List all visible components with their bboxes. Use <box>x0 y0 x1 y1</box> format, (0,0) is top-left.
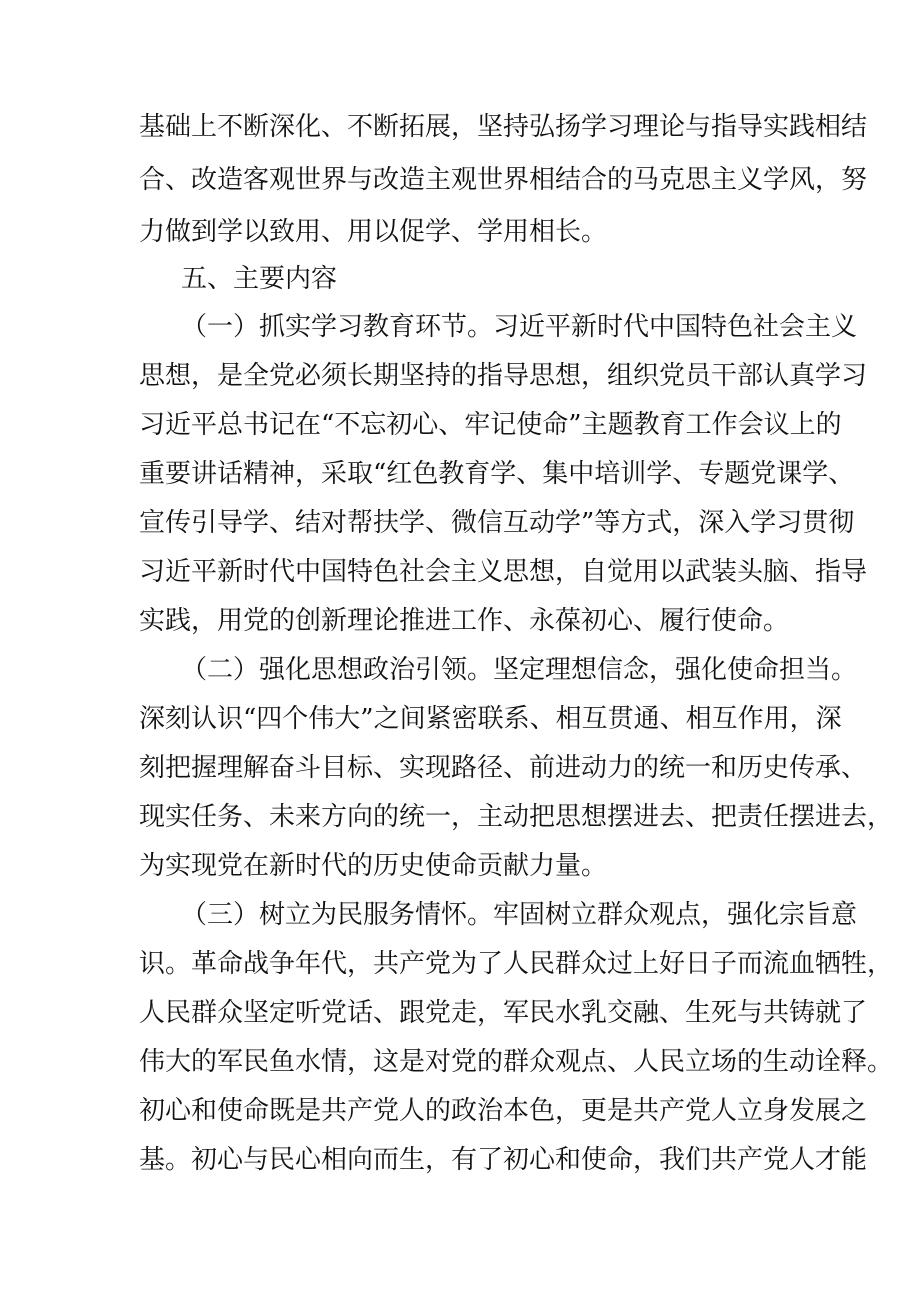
paragraph-line: 重要讲话精神，采取“红色教育学、集中培训学、专题党课学、 <box>139 459 855 489</box>
paragraph-line: 宣传引导学、结对帮扶学、微信互动学”等方式，深入学习贯彻 <box>139 508 855 538</box>
paragraph-line: 实践，用党的创新理论推进工作、永葆初心、履行使命。 <box>139 606 790 636</box>
paragraph-line: 初心和使命既是共产党人的政治本色，更是共产党人立身发展之 <box>139 1096 868 1126</box>
paragraph-line: 人民群众坚定听党话、跟党走，军民水乳交融、生死与共铸就了 <box>139 998 868 1028</box>
paragraph-line: 思想，是全党必须长期坚持的指导思想，组织党员干部认真学习 <box>139 361 868 391</box>
paragraph-line: 习近平总书记在“不忘初心、牢记使命”主题教育工作会议上的 <box>139 410 842 440</box>
section-heading: 五、主要内容 <box>181 264 338 294</box>
paragraph-line: （二）强化思想政治引领。坚定理想信念，强化使命担当。 <box>181 655 858 685</box>
paragraph-line: 现实任务、未来方向的统一，主动把思想摆进去、把责任摆进去， <box>139 802 894 832</box>
paragraph-line: 合、改造客观世界与改造主观世界相结合的马克思主义学风，努 <box>139 165 868 195</box>
paragraph-line: 力做到学以致用、用以促学、学用相长。 <box>139 217 608 247</box>
paragraph-line: 习近平新时代中国特色社会主义思想，自觉用以武装头脑、指导 <box>139 557 868 587</box>
paragraph-line: （三）树立为民服务情怀。牢固树立群众观点，强化宗旨意 <box>181 900 858 930</box>
paragraph-line: 深刻认识“四个伟大”之间紧密联系、相互贯通、相互作用，深 <box>139 704 842 734</box>
paragraph-line: 刻把握理解奋斗目标、实现路径、前进动力的统一和历史传承、 <box>139 753 868 783</box>
paragraph-line: 识。革命战争年代，共产党为了人民群众过上好日子而流血牺牲， <box>139 949 894 979</box>
paragraph-line: 基础上不断深化、不断拓展，坚持弘扬学习理论与指导实践相结 <box>139 112 868 142</box>
paragraph-line: 伟大的军民鱼水情，这是对党的群众观点、人民立场的生动诠释。 <box>139 1047 894 1077</box>
paragraph-line: 为实现党在新时代的历史使命贡献力量。 <box>139 851 608 881</box>
paragraph-line: （一）抓实学习教育环节。习近平新时代中国特色社会主义 <box>181 312 858 342</box>
paragraph-line: 基。初心与民心相向而生，有了初心和使命，我们共产党人才能 <box>139 1145 868 1175</box>
